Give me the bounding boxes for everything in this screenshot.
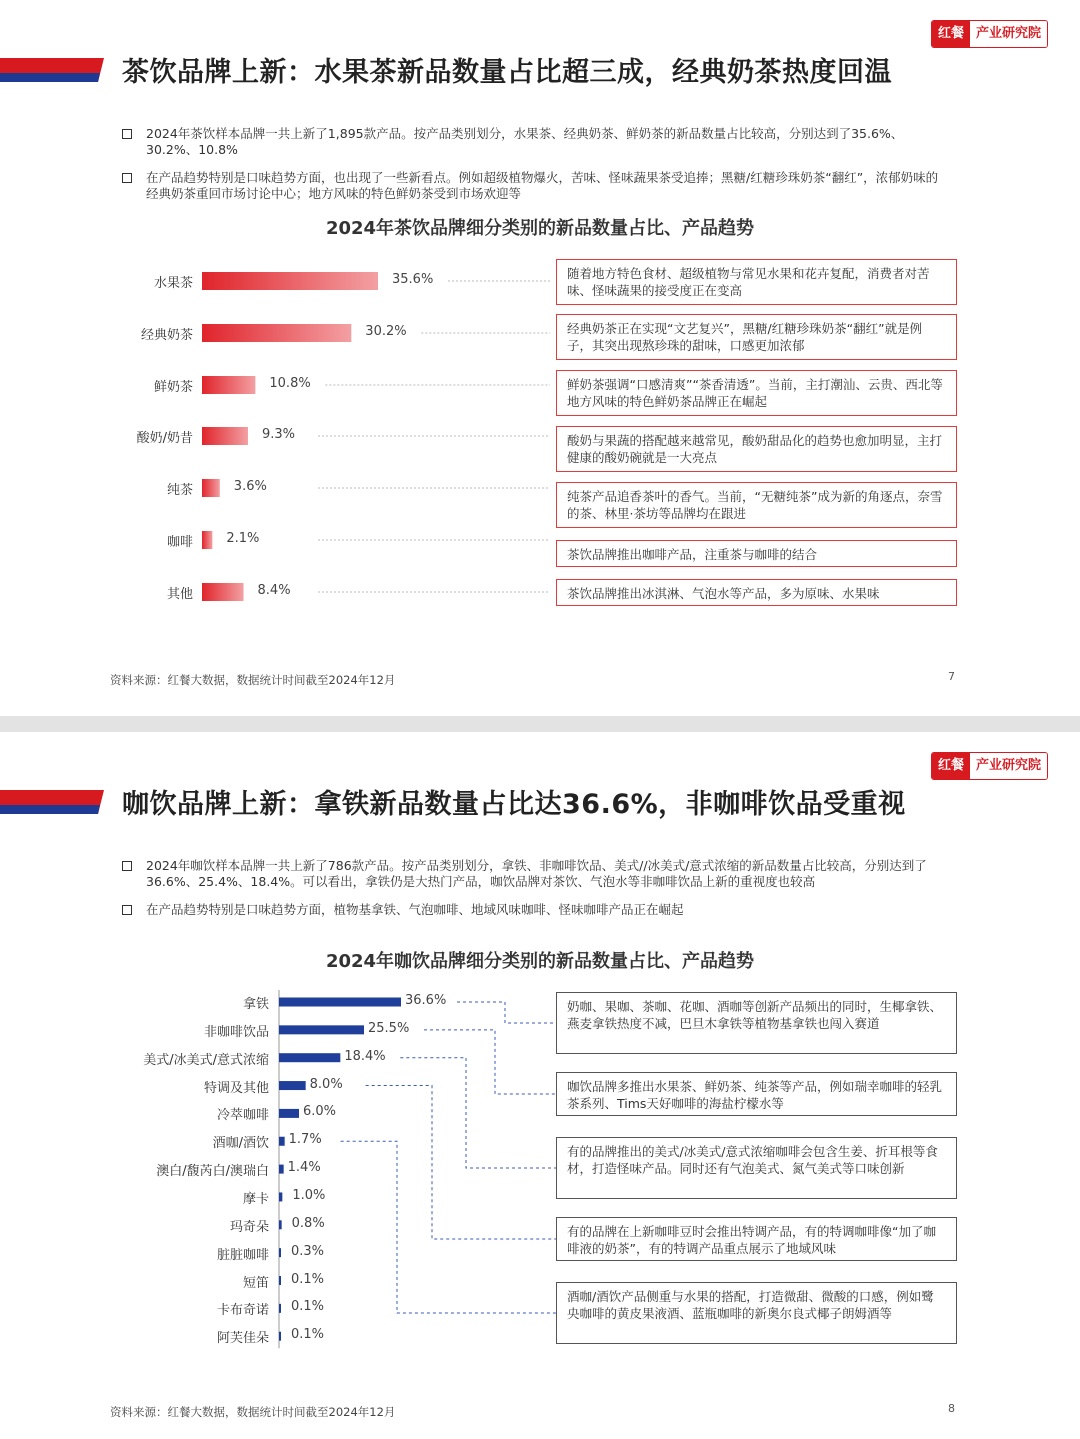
category-label: 咖啡 bbox=[166, 535, 193, 550]
category-label: 非咖啡饮品 bbox=[203, 1024, 269, 1040]
bar bbox=[202, 376, 255, 394]
category-label: 美式/冰美式/意式浓缩 bbox=[143, 1052, 269, 1068]
category-label: 澳白/馥芮白/澳瑞白 bbox=[156, 1164, 269, 1180]
bar bbox=[279, 1248, 281, 1257]
connector-line bbox=[366, 1086, 556, 1239]
trend-box: 咖饮品牌多推出水果茶、鲜奶茶、纯茶等产品，例如瑞幸咖啡的轻乳茶系列、Tims天好咖啡的海盐柠檬水等 bbox=[556, 1072, 957, 1116]
category-label: 经典奶茶 bbox=[140, 328, 193, 343]
bar bbox=[279, 1304, 281, 1313]
value-label: 6.0% bbox=[303, 1104, 337, 1120]
bar bbox=[202, 583, 244, 601]
trend-box: 酒咖/酒饮产品侧重与水果的搭配，打造微甜、微酸的口感，例如鹭央咖啡的黄皮果液酒、蓝瓶咖啡的新奥尔良式椰子朗姆酒等 bbox=[556, 1282, 957, 1344]
connector-line bbox=[341, 1141, 556, 1313]
category-label: 酸奶/奶昔 bbox=[136, 431, 193, 446]
logo-part-1: 红餐 bbox=[932, 21, 970, 47]
trend-box: 纯茶产品追香茶叶的香气。当前，“无糖纯茶”成为新的角逐点，奈雪的茶、林里·茶坊等品牌均在跟进 bbox=[556, 482, 957, 528]
category-label: 其他 bbox=[166, 587, 193, 602]
value-label: 2.1% bbox=[226, 531, 260, 546]
value-label: 1.0% bbox=[292, 1187, 326, 1203]
bar bbox=[202, 427, 248, 445]
page-title: 咖饮品牌上新：拿铁新品数量占比达36.6%，非咖啡饮品受重视 bbox=[122, 789, 906, 820]
bar bbox=[279, 1165, 284, 1174]
value-label: 18.4% bbox=[344, 1048, 386, 1064]
value-label: 0.8% bbox=[291, 1215, 325, 1231]
value-label: 30.2% bbox=[365, 324, 407, 339]
bar bbox=[279, 1192, 282, 1201]
source-note: 资料来源：红餐大数据，数据统计时间截至2024年12月 bbox=[110, 673, 396, 687]
trend-box: 茶饮品牌推出冰淇淋、气泡水等产品，多为原味、水果味 bbox=[556, 579, 957, 606]
category-label: 鲜奶茶 bbox=[153, 380, 193, 395]
bar bbox=[279, 1081, 306, 1090]
bar bbox=[279, 1025, 364, 1034]
bar bbox=[202, 324, 351, 342]
slide-tea bbox=[0, 0, 1080, 716]
connector-line bbox=[400, 1058, 556, 1168]
category-label: 脏脏咖啡 bbox=[216, 1247, 269, 1263]
logo-part-2: 产业研究院 bbox=[970, 21, 1047, 47]
value-label: 0.1% bbox=[291, 1327, 325, 1343]
value-label: 1.7% bbox=[288, 1132, 322, 1148]
category-label: 玛奇朵 bbox=[229, 1219, 269, 1235]
slide-coffee bbox=[0, 732, 1080, 1439]
value-label: 25.5% bbox=[368, 1020, 410, 1036]
trend-box: 随着地方特色食材、超级植物与常见水果和花卉复配，消费者对苦味、怪味蔬果的接受度正在变高 bbox=[556, 259, 957, 305]
value-label: 10.8% bbox=[269, 376, 311, 391]
value-label: 0.3% bbox=[291, 1243, 325, 1259]
source-note: 资料来源：红餐大数据，数据统计时间截至2024年12月 bbox=[110, 1405, 396, 1419]
trend-box: 鲜奶茶强调“口感清爽”“茶香清透”。当前，主打潮汕、云贵、西北等地方风味的特色鲜奶茶品牌正在崛起 bbox=[556, 370, 957, 416]
bullet-text: 2024年茶饮样本品牌一共上新了1,895款产品。按产品类别划分，水果茶、经典奶茶、鲜奶茶的新品数量占比较高，分别达到了35.6%、30.2%、10.8% bbox=[146, 126, 904, 157]
bar bbox=[279, 1332, 281, 1341]
trend-box: 奶咖、果咖、茶咖、花咖、酒咖等创新产品频出的同时，生椰拿铁、燕麦拿铁热度不减，巴旦木拿铁等植物基拿铁也闯入赛道 bbox=[556, 992, 957, 1054]
value-label: 8.0% bbox=[309, 1076, 343, 1092]
category-label: 特调及其他 bbox=[203, 1080, 269, 1096]
page-title: 茶饮品牌上新：水果茶新品数量占比超三成，经典奶茶热度回温 bbox=[122, 57, 892, 88]
chart-title: 2024年茶饮品牌细分类别的新品数量占比、产品趋势 bbox=[325, 218, 755, 239]
category-label: 拿铁 bbox=[242, 997, 269, 1012]
page-number: 7 bbox=[948, 670, 955, 683]
category-label: 短笛 bbox=[242, 1275, 269, 1291]
category-label: 水果茶 bbox=[153, 276, 193, 291]
category-label: 阿芙佳朵 bbox=[216, 1331, 269, 1347]
connector-line bbox=[424, 1030, 556, 1094]
bar bbox=[279, 1220, 282, 1229]
logo-part-1: 红餐 bbox=[932, 753, 970, 779]
logo-part-2: 产业研究院 bbox=[970, 753, 1047, 779]
value-label: 0.1% bbox=[291, 1299, 325, 1315]
trend-box: 茶饮品牌推出咖啡产品，注重茶与咖啡的结合 bbox=[556, 540, 957, 567]
bullet-text: 在产品趋势特别是口味趋势方面，植物基拿铁、气泡咖啡、地域风味咖啡、怪味咖啡产品正在崛起 bbox=[146, 902, 684, 917]
bullet-text: 2024年咖饮样本品牌一共上新了786款产品。按产品类别划分，拿铁、非咖啡饮品、美式//冰美式/意式浓缩的新品数量占比较高，分别达到了36.6%、25.4%、18.4%。可以看出，拿铁仍是大热门产品，咖饮品牌对茶饮、气泡水等非咖啡饮品上新的重视度也较高 bbox=[146, 858, 927, 889]
bar bbox=[202, 531, 212, 549]
bar bbox=[279, 998, 401, 1007]
value-label: 3.6% bbox=[233, 479, 267, 494]
page-number: 8 bbox=[948, 1402, 955, 1415]
category-label: 摩卡 bbox=[242, 1191, 269, 1207]
bar bbox=[279, 1276, 281, 1285]
bar bbox=[279, 1137, 285, 1146]
category-label: 酒咖/酒饮 bbox=[212, 1136, 269, 1152]
value-label: 35.6% bbox=[392, 272, 434, 287]
value-label: 9.3% bbox=[261, 427, 295, 442]
chart-title: 2024年咖饮品牌细分类别的新品数量占比、产品趋势 bbox=[325, 951, 755, 972]
trend-box: 经典奶茶正在实现“文艺复兴”，黑糖/红糖珍珠奶茶“翻红”就是例子，其突出现熬珍珠的甜味，口感更加浓郁 bbox=[556, 314, 957, 360]
bar bbox=[202, 479, 220, 497]
value-label: 8.4% bbox=[257, 583, 291, 598]
value-label: 1.4% bbox=[287, 1160, 321, 1176]
trend-box: 有的品牌推出的美式/冰美式/意式浓缩咖啡会包含生姜、折耳根等食材，打造怪味产品。同时还有气泡美式、氮气美式等口味创新 bbox=[556, 1137, 957, 1199]
bar bbox=[202, 272, 378, 290]
value-label: 36.6% bbox=[405, 993, 447, 1008]
value-label: 0.1% bbox=[291, 1271, 325, 1287]
bar bbox=[279, 1109, 299, 1118]
category-label: 冷萃咖啡 bbox=[216, 1108, 269, 1124]
bar bbox=[279, 1053, 340, 1062]
category-label: 卡布奇诺 bbox=[216, 1303, 269, 1319]
bullet-text: 在产品趋势特别是口味趋势方面，也出现了一些新看点。例如超级植物爆火，苦味、怪味蔬果茶受追捧；黑糖/红糖珍珠奶茶“翻红”，浓郁奶味的经典奶茶重回市场讨论中心；地方风味的特色鲜奶茶受到市场欢迎等 bbox=[146, 170, 939, 201]
category-label: 纯茶 bbox=[166, 483, 193, 498]
trend-box: 有的品牌在上新咖啡豆时会推出特调产品，有的特调咖啡像“加了咖啡液的奶茶”，有的特调产品重点展示了地域风味 bbox=[556, 1217, 957, 1261]
trend-box: 酸奶与果蔬的搭配越来越常见，酸奶甜品化的趋势也愈加明显，主打健康的酸奶碗就是一大亮点 bbox=[556, 426, 957, 472]
connector-line bbox=[457, 1002, 556, 1023]
